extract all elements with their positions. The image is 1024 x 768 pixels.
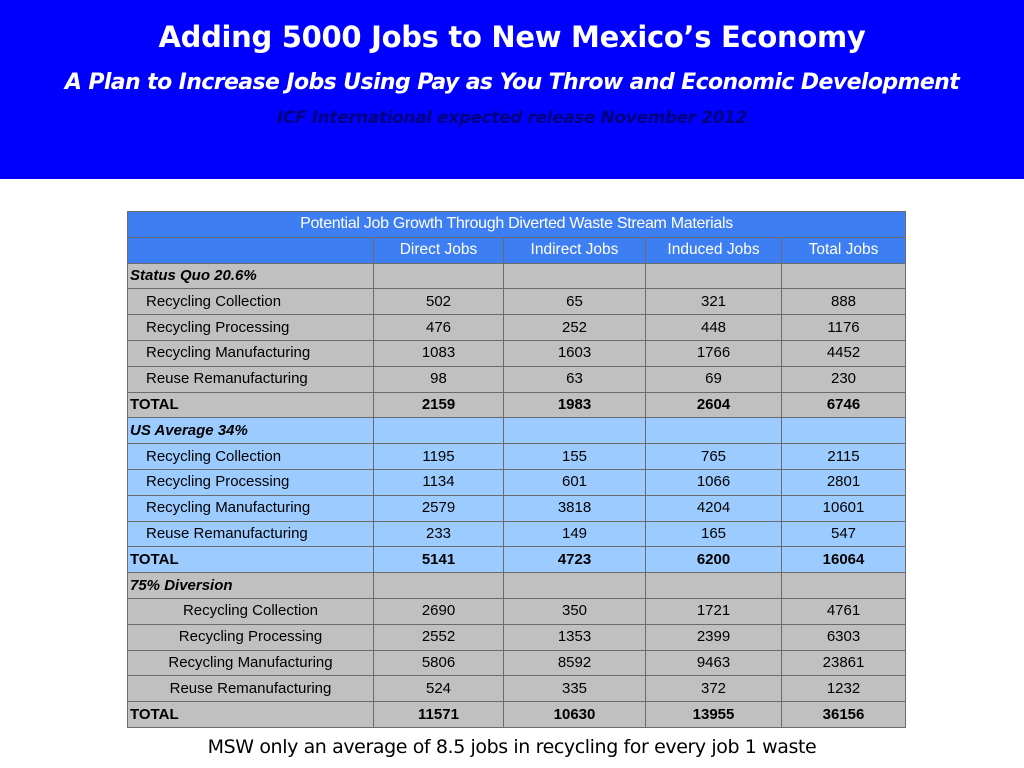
value-cell: 1195 [374, 444, 504, 470]
total-value-cell: 11571 [374, 702, 504, 728]
value-cell: 448 [646, 315, 782, 341]
empty-cell [374, 418, 504, 444]
value-cell: 69 [646, 366, 782, 392]
value-cell: 233 [374, 521, 504, 547]
value-cell: 1066 [646, 469, 782, 495]
value-cell: 547 [782, 521, 906, 547]
table-row [128, 340, 906, 366]
value-cell: 1083 [374, 340, 504, 366]
total-row [128, 702, 906, 728]
row-label: Recycling Processing [128, 624, 374, 650]
row-label: Recycling Collection [128, 598, 374, 624]
empty-cell [374, 263, 504, 289]
row-label: Recycling Processing [128, 315, 374, 341]
column-header: Indirect Jobs [504, 237, 646, 263]
value-cell: 4452 [782, 340, 906, 366]
value-cell: 1134 [374, 469, 504, 495]
column-header [128, 237, 374, 263]
row-label: Recycling Collection [128, 444, 374, 470]
total-value-cell: 6746 [782, 392, 906, 418]
section-title-row [128, 418, 906, 444]
value-cell: 98 [374, 366, 504, 392]
value-cell: 1176 [782, 315, 906, 341]
empty-cell [374, 573, 504, 599]
total-value-cell: 16064 [782, 547, 906, 573]
release-note: ICF International expected release November 2012 [277, 108, 747, 128]
total-value-cell: 2604 [646, 392, 782, 418]
value-cell: 3818 [504, 495, 646, 521]
page-subtitle: A Plan to Increase Jobs Using Pay as You Throw and Economic Development [64, 70, 960, 95]
value-cell: 524 [374, 676, 504, 702]
value-cell: 8592 [504, 650, 646, 676]
value-cell: 5806 [374, 650, 504, 676]
value-cell: 2115 [782, 444, 906, 470]
value-cell: 476 [374, 315, 504, 341]
value-cell: 10601 [782, 495, 906, 521]
value-cell: 63 [504, 366, 646, 392]
total-label: TOTAL [128, 547, 374, 573]
value-cell: 23861 [782, 650, 906, 676]
total-value-cell: 36156 [782, 702, 906, 728]
job-growth-table [127, 211, 906, 728]
value-cell: 502 [374, 289, 504, 315]
table-header-row [128, 237, 906, 263]
table-row [128, 676, 906, 702]
empty-cell [782, 418, 906, 444]
column-header: Induced Jobs [646, 237, 782, 263]
column-header: Total Jobs [782, 237, 906, 263]
value-cell: 6303 [782, 624, 906, 650]
table-caption: Potential Job Growth Through Diverted Waste Stream Materials [128, 212, 906, 238]
value-cell: 252 [504, 315, 646, 341]
empty-cell [646, 263, 782, 289]
value-cell: 1353 [504, 624, 646, 650]
empty-cell [782, 263, 906, 289]
empty-cell [646, 418, 782, 444]
table-row [128, 521, 906, 547]
total-value-cell: 5141 [374, 547, 504, 573]
table-row [128, 598, 906, 624]
row-label: Recycling Processing [128, 469, 374, 495]
total-row [128, 547, 906, 573]
section-title: Status Quo 20.6% [128, 263, 374, 289]
value-cell: 1603 [504, 340, 646, 366]
value-cell: 1721 [646, 598, 782, 624]
row-label: Recycling Manufacturing [128, 340, 374, 366]
value-cell: 155 [504, 444, 646, 470]
value-cell: 321 [646, 289, 782, 315]
table-row [128, 650, 906, 676]
table-row [128, 495, 906, 521]
total-value-cell: 6200 [646, 547, 782, 573]
value-cell: 2579 [374, 495, 504, 521]
table-row [128, 469, 906, 495]
row-label: Reuse Remanufacturing [128, 521, 374, 547]
value-cell: 4204 [646, 495, 782, 521]
total-value-cell: 13955 [646, 702, 782, 728]
value-cell: 2552 [374, 624, 504, 650]
row-label: Recycling Collection [128, 289, 374, 315]
value-cell: 765 [646, 444, 782, 470]
value-cell: 1766 [646, 340, 782, 366]
total-label: TOTAL [128, 702, 374, 728]
total-value-cell: 10630 [504, 702, 646, 728]
value-cell: 4761 [782, 598, 906, 624]
table-row [128, 624, 906, 650]
row-label: Recycling Manufacturing [128, 650, 374, 676]
table-row [128, 315, 906, 341]
value-cell: 230 [782, 366, 906, 392]
page-title: Adding 5000 Jobs to New Mexico’s Economy [158, 20, 866, 54]
title-banner [0, 0, 1024, 179]
section-title: 75% Diversion [128, 573, 374, 599]
row-label: Recycling Manufacturing [128, 495, 374, 521]
total-value-cell: 1983 [504, 392, 646, 418]
value-cell: 165 [646, 521, 782, 547]
value-cell: 2801 [782, 469, 906, 495]
row-label: Reuse Remanufacturing [128, 676, 374, 702]
value-cell: 335 [504, 676, 646, 702]
empty-cell [504, 418, 646, 444]
value-cell: 2399 [646, 624, 782, 650]
total-row [128, 392, 906, 418]
value-cell: 9463 [646, 650, 782, 676]
empty-cell [504, 573, 646, 599]
value-cell: 601 [504, 469, 646, 495]
total-value-cell: 4723 [504, 547, 646, 573]
section-title: US Average 34% [128, 418, 374, 444]
column-header: Direct Jobs [374, 237, 504, 263]
empty-cell [504, 263, 646, 289]
empty-cell [782, 573, 906, 599]
total-value-cell: 2159 [374, 392, 504, 418]
section-title-row [128, 573, 906, 599]
value-cell: 149 [504, 521, 646, 547]
table-row [128, 366, 906, 392]
table-body [128, 263, 906, 727]
value-cell: 1232 [782, 676, 906, 702]
total-label: TOTAL [128, 392, 374, 418]
table-row [128, 289, 906, 315]
table-row [128, 444, 906, 470]
section-title-row [128, 263, 906, 289]
value-cell: 350 [504, 598, 646, 624]
table-caption-row [128, 212, 906, 238]
row-label: Reuse Remanufacturing [128, 366, 374, 392]
value-cell: 372 [646, 676, 782, 702]
value-cell: 2690 [374, 598, 504, 624]
value-cell: 65 [504, 289, 646, 315]
value-cell: 888 [782, 289, 906, 315]
empty-cell [646, 573, 782, 599]
footnote: MSW only an average of 8.5 jobs in recycling for every job 1 waste [207, 736, 817, 758]
